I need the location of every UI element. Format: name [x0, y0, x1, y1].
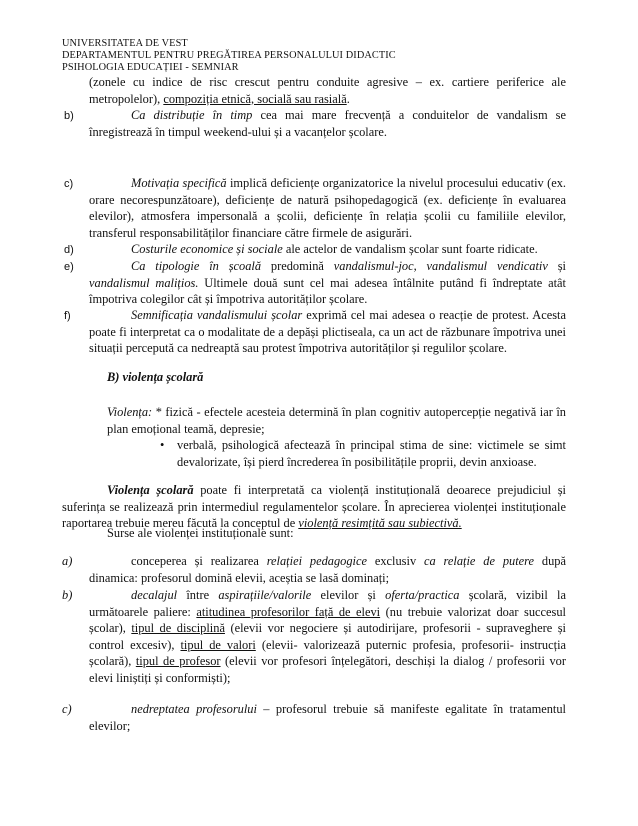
- source-b: [89, 587, 566, 687]
- text: școlară, vizibil la următoarele paliere:: [89, 588, 567, 619]
- text: cea mai mare frecvență a conduitelor de vandalism se înregistrează în timpul weekend-ului și a vacanțelor școlare.: [89, 108, 566, 139]
- italic-text: vandalismul malițios.: [89, 275, 199, 290]
- header-course: PSIHOLOGIA EDUCAȚIEI - SEMNIAR: [62, 62, 239, 73]
- text: (nu trebuie valorizat doar succesul școlar),: [89, 604, 566, 636]
- italic-text: ca relație de putere: [424, 554, 535, 568]
- italic-underlined-text: violență resimțită sau subiectivă.: [298, 516, 462, 531]
- italic-text: aspirațiile/valorile: [218, 588, 312, 602]
- underlined-text: tipul de valori: [180, 637, 256, 652]
- item-label-d: d): [64, 244, 74, 256]
- italic-text: decalajul: [131, 588, 178, 602]
- text: exclusiv: [366, 554, 424, 568]
- source-c: [89, 701, 566, 734]
- underlined-text: tipul de disciplină: [131, 621, 225, 636]
- text: poate fi interpretată ca violență instituțională deoarece prejudiciul și suferința se realizează prin intermediul regulamentelor școlare. În aprecierea violenței instituționale raportarea trebuie mereu făcută la conceptul de: [62, 483, 566, 531]
- text: elevilor și: [311, 588, 386, 602]
- italic-text: Ca tipologie în școală: [131, 259, 262, 273]
- italic-text: nedreptatea profesorului: [131, 702, 257, 716]
- text: între: [177, 588, 219, 602]
- italic-text: vandalismul-joc, vandalismul vendicativ: [333, 259, 548, 273]
- header-department: DEPARTAMENTUL PENTRU PREGĂTIREA PERSONALULUI DIDACTIC: [62, 50, 396, 61]
- section-heading-violenta-scolara: B) violența școlară: [107, 370, 204, 384]
- italic-text: Semnificația vandalismului școlar: [131, 308, 303, 322]
- header-university: UNIVERSITATEA DE VEST: [62, 38, 188, 49]
- text: (zonele cu indice de risc crescut pentru conduite agresive – ex. cartiere periferice ale metropolelor),: [89, 75, 566, 106]
- item-label-e: e): [64, 261, 74, 273]
- text: (elevii vor negociere și autodirijare, profesorii - supraveghere și control excesiv),: [89, 621, 566, 652]
- text: (elevii- valorizează puternic profesia, profesorii- instrucția școlară),: [89, 637, 567, 669]
- text: (elevii vor profesori înțelegători, deschiși la dialog / profesorii vor elevi liniștiți și conformiști);: [89, 654, 566, 685]
- source-a: [89, 553, 566, 586]
- surse-heading: Surse ale violenței instituționale sunt:: [107, 526, 294, 540]
- text: * fizică - efectele acesteia determină în plan cognitiv autopercepție negativă iar în plan emoțional teamă, depresie;: [107, 405, 566, 436]
- item-label-c: c): [64, 178, 74, 190]
- underlined-text: compoziția etnică, socială sau rasială: [163, 91, 347, 106]
- italic-text: Violența:: [107, 405, 153, 419]
- text: conceperea și realizarea: [131, 554, 267, 568]
- paragraph-b: [89, 107, 566, 140]
- italic-text: Ca distribuție în timp: [131, 108, 253, 122]
- underlined-text: tipul de profesor: [135, 654, 221, 669]
- text: predomină: [261, 259, 334, 273]
- source-label-c: c): [62, 702, 72, 716]
- paragraph-d: [89, 241, 566, 258]
- bold-italic-text: Violența școlară: [107, 483, 194, 497]
- paragraph-f: [89, 307, 566, 357]
- bullet-verbala: verbală, psihologică afectează în principal stima de sine: victimele se simt devalorizate, își pierd încrederea în posibilitățile proprii, devin anxioase.: [177, 438, 566, 469]
- text: .: [346, 91, 350, 106]
- source-label-a: a): [62, 554, 73, 568]
- text: Ultimele două sunt cel mai adesea întâlnite putând fi îndreptate atât împotriva colegilor cât și împotriva autorităților școlare.: [89, 275, 566, 307]
- text: ale actelor de vandalism școlar sunt foarte ridicate.: [282, 242, 538, 256]
- text: exprimă cel mai adesea o reacție de protest. Acesta poate fi interpretat ca o modalitate de a depăși plictiseala, ca un act de răzbunare împotriva unei situații percepută ca nedreaptă sau protest împotriva autorităților și regulilor școlare.: [89, 308, 566, 356]
- text: și: [547, 259, 566, 273]
- italic-text: oferta/practica: [385, 588, 460, 602]
- underlined-text: atitudinea profesorilor față de elevi: [196, 604, 381, 619]
- source-label-b: b): [62, 588, 73, 602]
- text: după dinamica: profesorul domină elevii, aceștia se lasă dominați;: [89, 554, 566, 585]
- paragraph-e: [89, 258, 566, 308]
- bullet-mark: •: [160, 438, 165, 452]
- italic-text: Costurile economice și sociale: [131, 242, 283, 256]
- text: – profesorul trebuie să manifeste egalitate în tratamentul elevilor;: [89, 702, 566, 733]
- item-label-b: b): [64, 110, 74, 122]
- item-label-f: f): [64, 310, 71, 322]
- document-header: [62, 38, 396, 74]
- text: implică deficiențe organizatorice la nivelul procesului educativ (ex. orare necorespunzătoare), deficiențe de natură psihopedagogică (ex. deficiențe în evaluarea elevilor), atmosfera impersonală a școlii, deficiențe în relația școlii cu familiile elevilor, transferul responsabilităților financiare către firmele de asigurări.: [89, 176, 566, 240]
- italic-text: Motivația specifică: [131, 176, 227, 190]
- paragraph-a-continuation: [89, 74, 566, 107]
- italic-text: relației pedagogice: [266, 554, 367, 568]
- paragraph-c: [89, 175, 566, 241]
- paragraph-violenta: [107, 404, 566, 437]
